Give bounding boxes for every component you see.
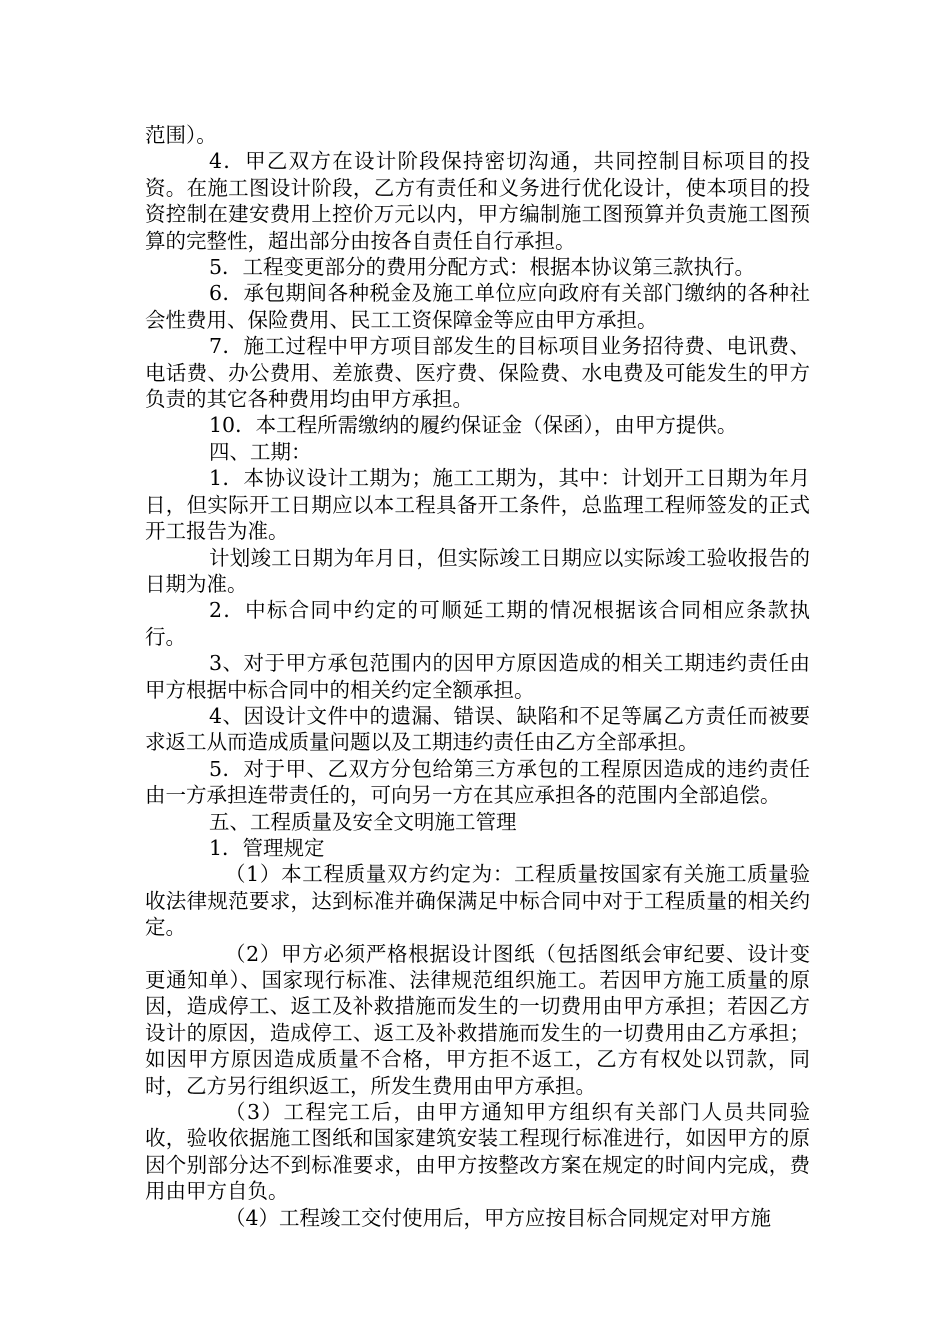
paragraph-3-6: 6．承包期间各种税金及施工单位应向政府有关部门缴纳的各种社会性费用、保险费用、民工工资保障金等应由甲方承担。 — [145, 281, 810, 332]
paragraph-4-1: 1．本协议设计工期为；施工工期为，其中：计划开工日期为年月日，但实际开工日期应以本工程具备开工条件，总监理工程师签发的正式开工报告为准。 — [145, 466, 810, 544]
paragraph-5-1-4: （4）工程竣工交付使用后，甲方应按目标合同规定对甲方施 — [225, 1205, 772, 1230]
paragraph-3-4: 4．甲乙双方在设计阶段保持密切沟通，共同控制目标项目的投资。在施工图设计阶段，乙方有责任和义务进行优化设计，使本项目的投资控制在建安费用上控价万元以内，甲方编制施工图预算并负责施工图预算的完整性，超出部分由按各自责任自行承担。 — [145, 149, 810, 253]
paragraph-5-1-3: （3）工程完工后，由甲方通知甲方组织有关部门人员共同验收，验收依据施工图纸和国家建筑安装工程现行标准进行，如因甲方的原因个别部分达不到标准要求，由甲方按整改方案在规定的时间内完成，费用由甲方自负。 — [145, 1100, 810, 1204]
paragraph-3-10: 10．本工程所需缴纳的履约保证金（保函），由甲方提供。 — [209, 413, 738, 438]
section-heading-quality-safety: 五、工程质量及安全文明施工管理 — [209, 809, 517, 834]
section-heading-schedule: 四、工期： — [209, 439, 312, 464]
paragraph-3-7: 7．施工过程中甲方项目部发生的目标项目业务招待费、电讯费、电话费、办公费用、差旅费、医疗费、保险费、水电费及可能发生的甲方负责的其它各种费用均由甲方承担。 — [145, 334, 810, 412]
paragraph-5-1-1: （1）本工程质量双方约定为：工程质量按国家有关施工质量验收法律规范要求，达到标准并确保满足中标合同中对于工程质量的相关约定。 — [145, 862, 810, 940]
subheading-management-rules: 1．管理规定 — [209, 835, 325, 860]
paragraph-4-5: 5．对于甲、乙双方分包给第三方承包的工程原因造成的违约责任由一方承担连带责任的，可向另一方在其应承担各的范围内全部追偿。 — [145, 756, 810, 808]
paragraph-4-2: 2．中标合同中约定的可顺延工期的情况根据该合同相应条款执行。 — [145, 598, 810, 649]
paragraph-4-1-completion: 计划竣工日期为年月日，但实际竣工日期应以实际竣工验收报告的日期为准。 — [145, 545, 810, 596]
document-page — [145, 122, 810, 1231]
paragraph-4-4: 4、因设计文件中的遗漏、错误、缺陷和不足等属乙方责任而被要求返工从而造成质量问题以及工期违约责任由乙方全部承担。 — [145, 703, 810, 755]
paragraph-5-1-2: （2）甲方必须严格根据设计图纸（包括图纸会审纪要、设计变更通知单）、国家现行标准、法律规范组织施工。若因甲方施工质量的原因，造成停工、返工及补救措施而发生的一切费用由甲方承担；若因乙方设计的原因，造成停工、返工及补救措施而发生的一切费用由乙方承担；如因甲方原因造成质量不合格，甲方拒不返工，乙方有权处以罚款，同时，乙方另行组织返工，所发生费用由甲方承担。 — [145, 941, 810, 1098]
paragraph-scope-end: 范围）。 — [145, 123, 217, 147]
paragraph-4-3: 3、对于甲方承包范围内的因甲方原因造成的相关工期违约责任由甲方根据中标合同中的相关约定全额承担。 — [145, 651, 810, 702]
paragraph-3-5: 5．工程变更部分的费用分配方式：根据本协议第三款执行。 — [209, 255, 756, 280]
